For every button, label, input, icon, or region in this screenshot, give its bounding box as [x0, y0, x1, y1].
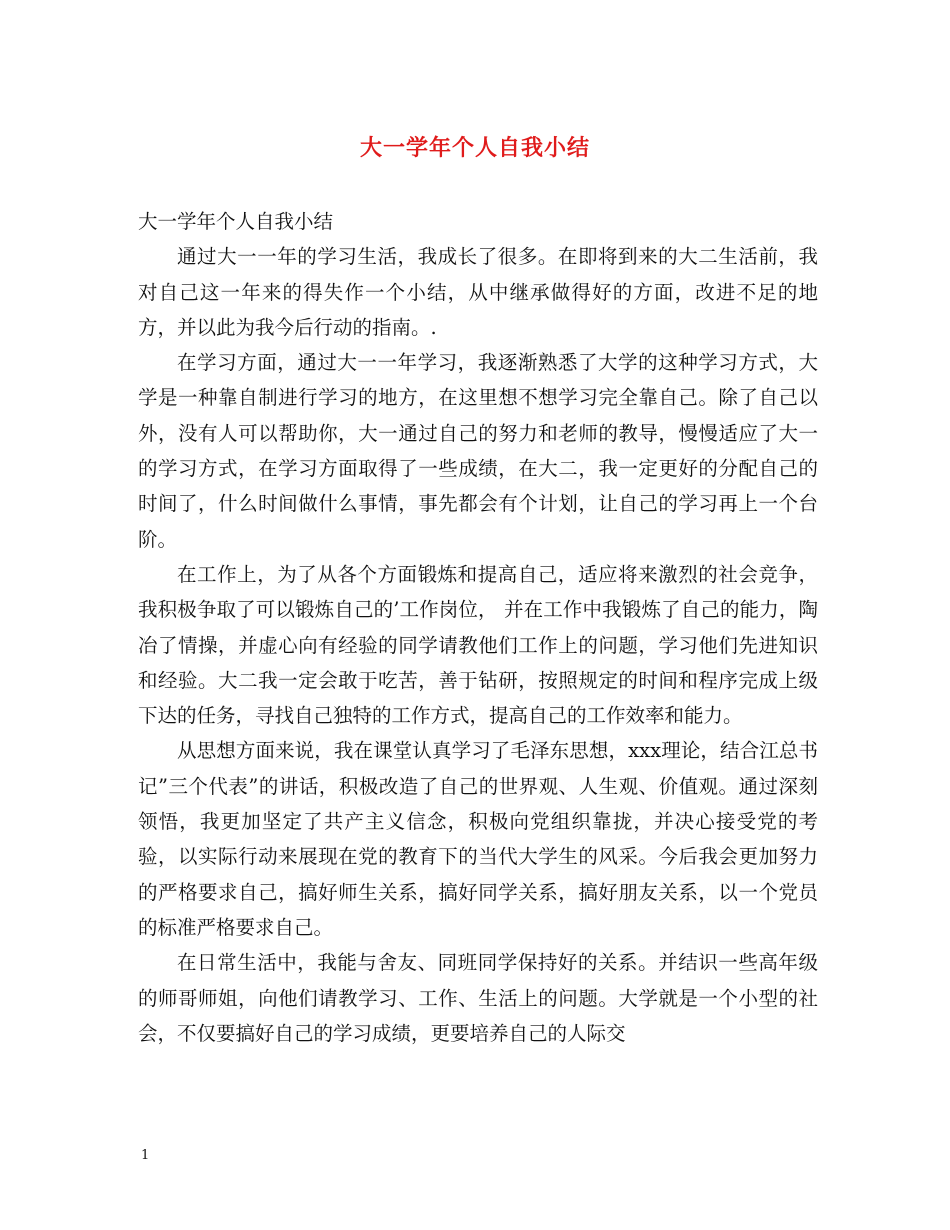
- paragraph-daily-life: 在日常生活中，我能与舍友、同班同学保持好的关系。并结识一些高年级的师哥师姐，向他们请教学习、工作、生活上的问题。大学就是一个小型的社会，不仅要搞好自己的学习成绩，更要培养自己的人际交: [138, 951, 818, 1045]
- paragraph-study: 在学习方面，通过大一一年学习，我逐渐熟悉了大学的这种学习方式，大学是一种靠自制进行学习的地方，在这里想不想学习完全靠自己。除了自己以外，没有人可以帮助你，大一通过自己的努力和老师的教导，慢慢适应了大一的学习方式，在学习方面取得了一些成绩，在大二，我一定更好的分配自己的时间了，什么时间做什么事情，事先都会有个计划，让自己的学习再上一个台阶。: [138, 351, 818, 551]
- paragraph-thought: 从思想方面来说，我在课堂认真学习了毛泽东思想，xxx理论，结合江总书记”三个代表”的讲话，积极改造了自己的世界观、人生观、价值观。通过深刻领悟，我更加坚定了共产主义信念，积极向党组织靠拢，并决心接受党的考验，以实际行动来展现在党的教育下的当代大学生的风采。今后我会更加努力的严格要求自己，搞好师生关系，搞好同学关系，搞好朋友关系，以一个党员的标准严格要求自己。: [138, 739, 818, 939]
- paragraph-intro: 通过大一一年的学习生活，我成长了很多。在即将到来的大二生活前，我对自己这一年来的得失作一个小结，从中继承做得好的方面，改进不足的地方，并以此为我今后行动的指南。.: [138, 245, 818, 339]
- document-title: 大一学年个人自我小结: [359, 135, 590, 161]
- document-body: [138, 204, 818, 1051]
- page-number: 1: [141, 1148, 150, 1163]
- paragraph-work: 在工作上，为了从各个方面锻炼和提高自己，适应将来激烈的社会竞争，我积极争取了可以锻炼自己的’工作岗位， 并在工作中我锻炼了自己的能力，陶冶了情操，并虚心向有经验的同学请教他们工作上的问题，学习他们先进知识和经验。大二我一定会敢于吃苦，善于钻研，按照规定的时间和程序完成上级下达的任务，寻找自己独特的工作方式，提高自己的工作效率和能力。: [138, 562, 818, 728]
- document-subtitle: 大一学年个人自我小结: [138, 210, 334, 233]
